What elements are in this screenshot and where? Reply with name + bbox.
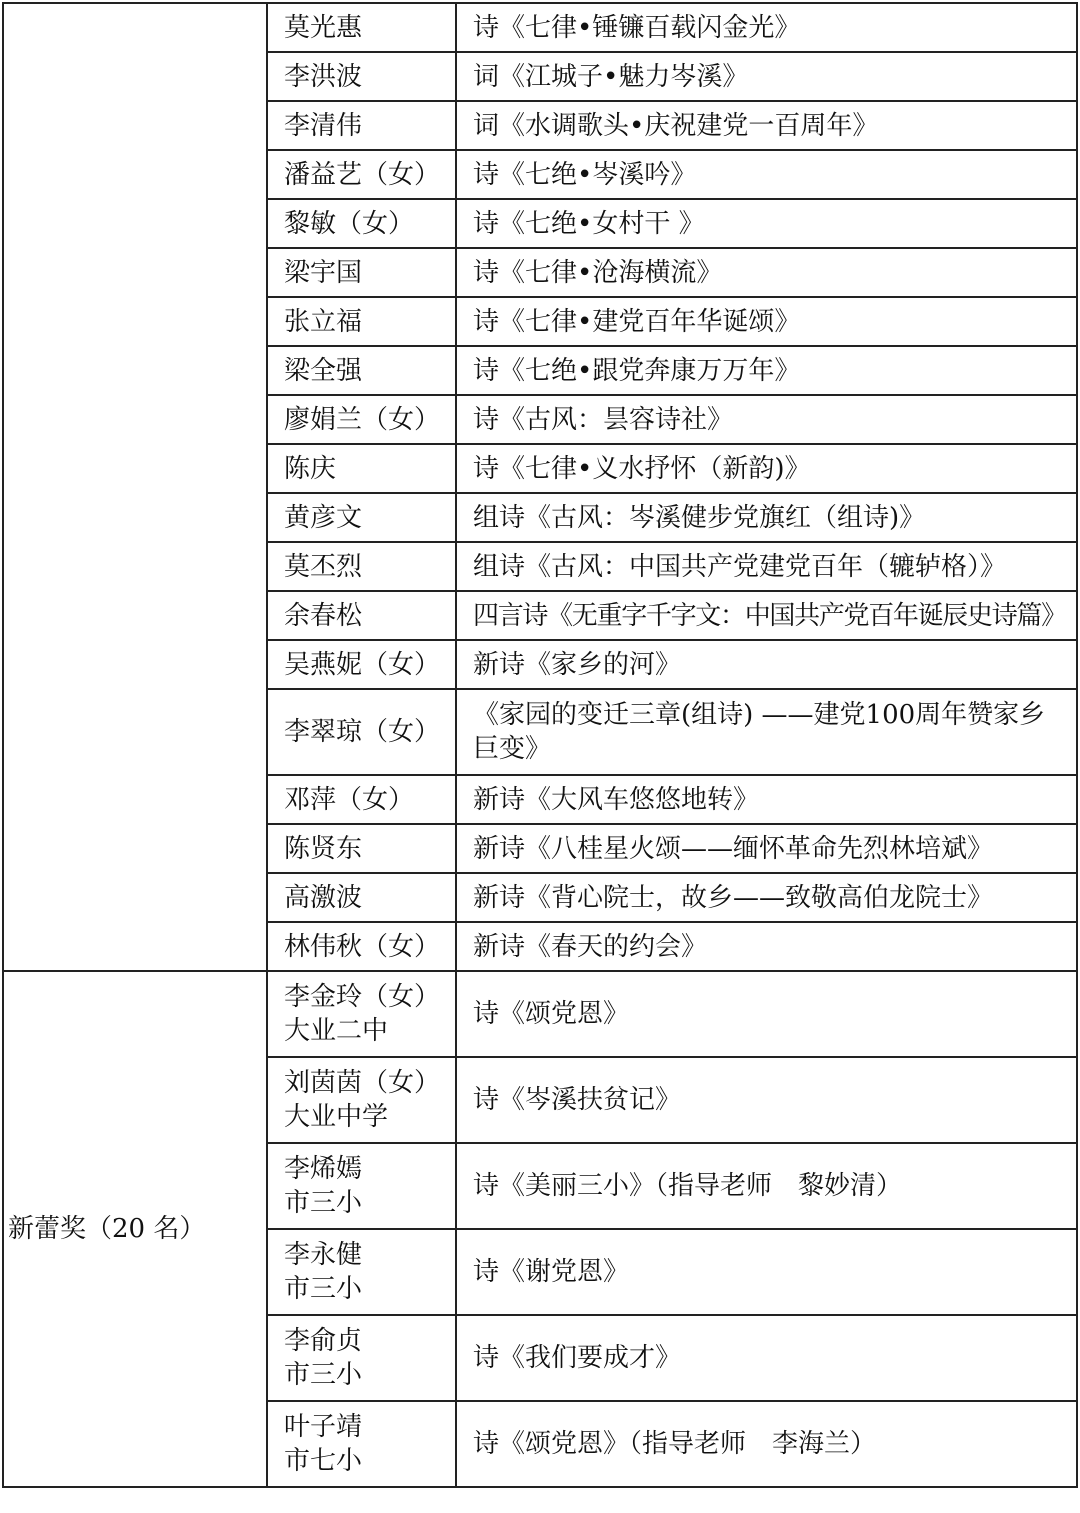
work-title: 诗《美丽三小》（指导老师 黎妙清） — [456, 1143, 1077, 1229]
work-title: 诗《颂党恩》 — [456, 971, 1077, 1057]
winner-name: 陈贤东 — [267, 824, 456, 873]
winner-name: 刘茵茵（女） — [284, 1068, 441, 1098]
work-title: 诗《我们要成才》 — [456, 1315, 1077, 1401]
winner-school: 大业二中 — [284, 1016, 389, 1046]
work-title: 四言诗《无重字千字文：中国共产党百年诞辰史诗篇》 — [456, 591, 1077, 640]
winner-name: 叶子靖 — [284, 1412, 363, 1442]
work-title: 诗《七律•建党百年华诞颂》 — [456, 297, 1077, 346]
winner-name: 余春松 — [267, 591, 456, 640]
work-title: 《家园的变迁三章(组诗) ——建党100周年赞家乡巨变》 — [456, 689, 1077, 775]
work-title: 诗《七绝•跟党奔康万万年》 — [456, 346, 1077, 395]
winner-name-cell — [267, 971, 456, 1057]
winner-name: 陈庆 — [267, 444, 456, 493]
winner-name: 潘益艺（女） — [267, 150, 456, 199]
award-table — [2, 2, 1078, 1488]
winner-name: 高激波 — [267, 873, 456, 922]
winner-name: 莫光惠 — [267, 3, 456, 52]
winner-name: 张立福 — [267, 297, 456, 346]
winner-name: 吴燕妮（女） — [267, 640, 456, 689]
work-title: 诗《七律•锤镰百载闪金光》 — [456, 3, 1077, 52]
work-title: 新诗《家乡的河》 — [456, 640, 1077, 689]
winner-name: 黎敏（女） — [267, 199, 456, 248]
winner-name: 李烯嫣 — [284, 1154, 363, 1184]
work-title: 词《水调歌头•庆祝建党一百周年》 — [456, 101, 1077, 150]
work-title: 诗《颂党恩》（指导老师 李海兰） — [456, 1401, 1077, 1487]
table-row — [3, 971, 1077, 1057]
work-title: 诗《七律•沧海横流》 — [456, 248, 1077, 297]
winner-name-cell — [267, 1143, 456, 1229]
winner-name: 莫丕烈 — [267, 542, 456, 591]
work-title: 诗《七绝•岑溪吟》 — [456, 150, 1077, 199]
winner-name: 李金玲（女） — [284, 982, 441, 1012]
winner-name: 梁全强 — [267, 346, 456, 395]
winner-name: 林伟秋（女） — [267, 922, 456, 971]
work-title: 诗《岑溪扶贫记》 — [456, 1057, 1077, 1143]
winner-school: 市三小 — [284, 1188, 363, 1218]
winner-name: 黄彦文 — [267, 493, 456, 542]
award-category-cell: 新蕾奖（20 名） — [3, 971, 267, 1487]
work-title: 新诗《大风车悠悠地转》 — [456, 775, 1077, 824]
winner-name: 李永健 — [284, 1240, 363, 1270]
work-title: 词《江城子•魅力岑溪》 — [456, 52, 1077, 101]
winner-name: 梁宇国 — [267, 248, 456, 297]
work-title: 组诗《古风：中国共产党建党百年（辘轳格）》 — [456, 542, 1077, 591]
winner-school: 市七小 — [284, 1446, 363, 1476]
winner-name: 李洪波 — [267, 52, 456, 101]
award-category-cell — [3, 3, 267, 971]
winner-name: 李翠琼（女） — [267, 689, 456, 775]
winner-name-cell — [267, 1401, 456, 1487]
winner-name: 李俞贞 — [284, 1326, 363, 1356]
winner-name: 邓萍（女） — [267, 775, 456, 824]
work-title: 诗《七绝•女村干 》 — [456, 199, 1077, 248]
work-title: 新诗《背心院士，故乡——致敬高伯龙院士》 — [456, 873, 1077, 922]
winner-school: 市三小 — [284, 1274, 363, 1304]
work-title: 诗《谢党恩》 — [456, 1229, 1077, 1315]
winner-name-cell — [267, 1229, 456, 1315]
table-row — [3, 3, 1077, 52]
winner-name: 李清伟 — [267, 101, 456, 150]
winner-name: 廖娟兰（女） — [267, 395, 456, 444]
work-title: 诗《古风：昙容诗社》 — [456, 395, 1077, 444]
winner-name-cell — [267, 1315, 456, 1401]
winner-name-cell — [267, 1057, 456, 1143]
work-title: 诗《七律•义水抒怀（新韵)》 — [456, 444, 1077, 493]
work-title: 新诗《八桂星火颂——缅怀革命先烈林培斌》 — [456, 824, 1077, 873]
work-title: 组诗《古风：岑溪健步党旗红（组诗)》 — [456, 493, 1077, 542]
winner-school: 大业中学 — [284, 1102, 389, 1132]
work-title: 新诗《春天的约会》 — [456, 922, 1077, 971]
winner-school: 市三小 — [284, 1360, 363, 1390]
